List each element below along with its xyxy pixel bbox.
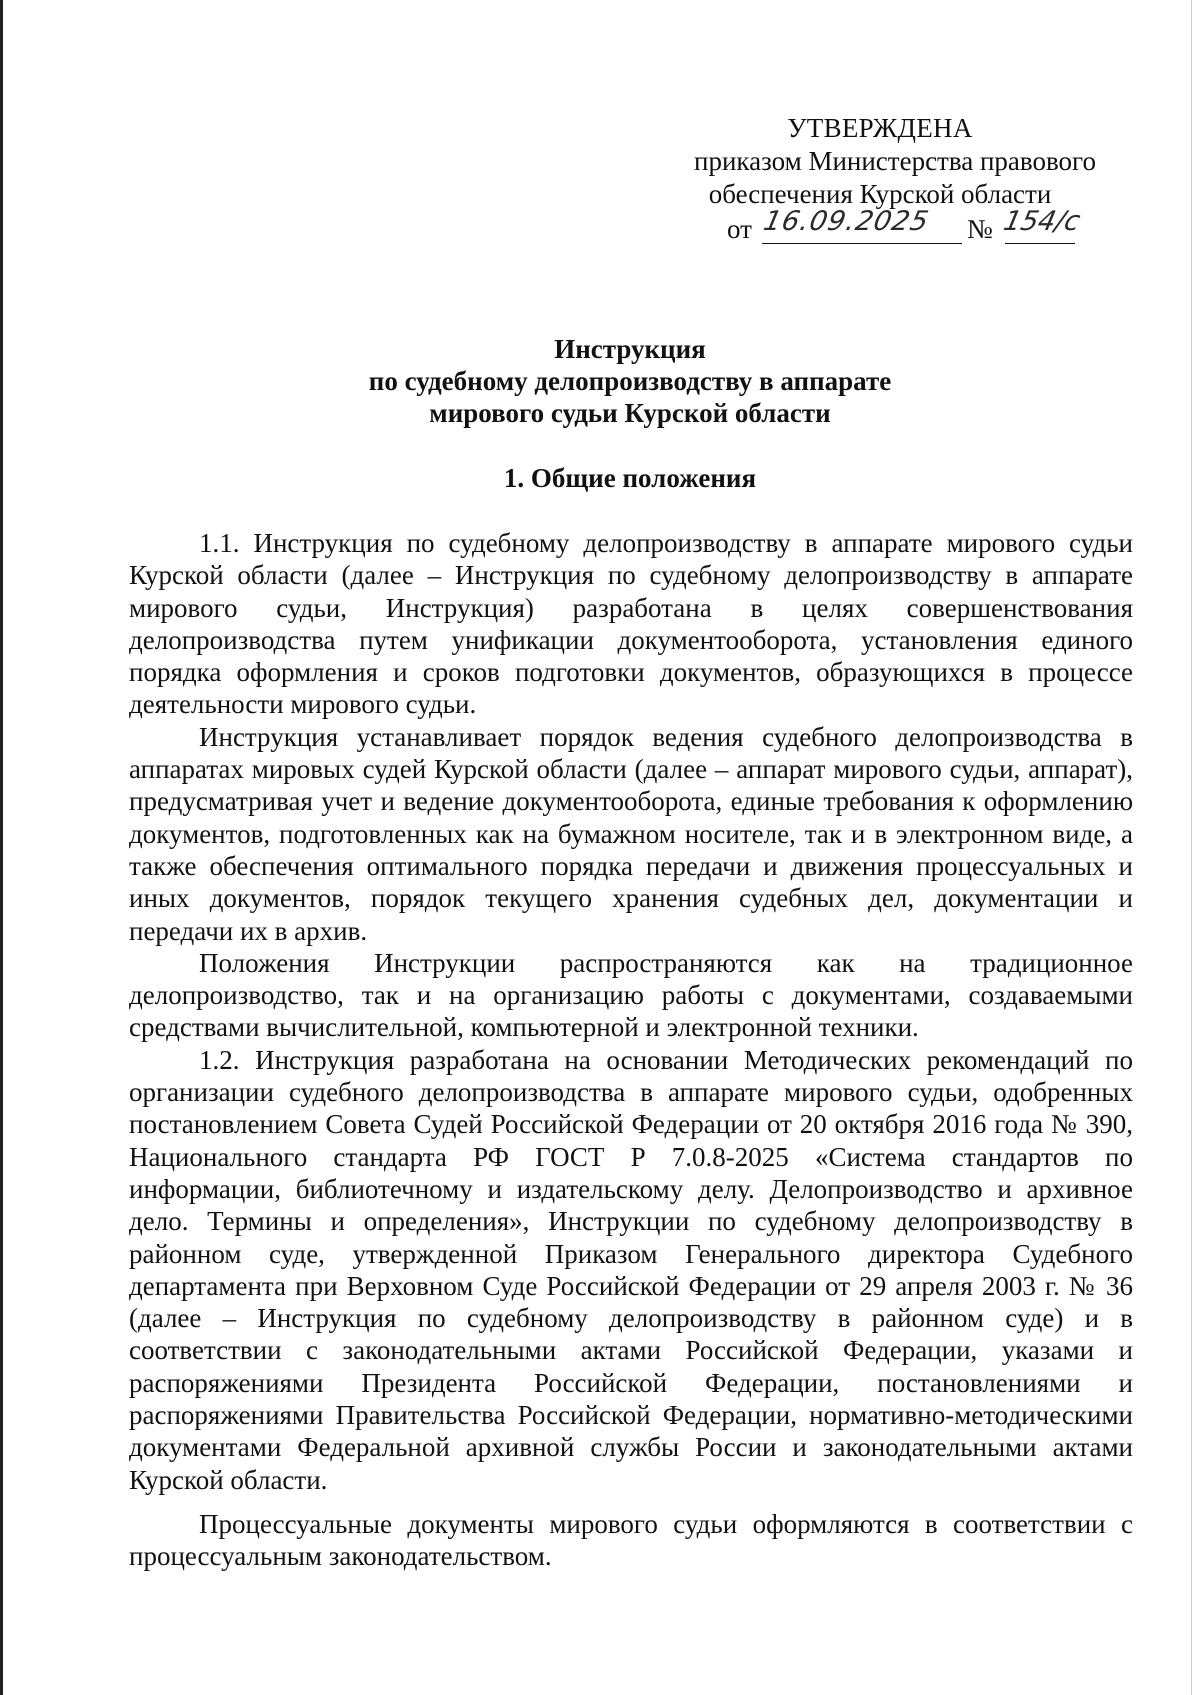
- handwritten-date: 16.09.2025: [760, 206, 932, 237]
- approval-line-1: приказом Министерства правового: [694, 146, 1096, 176]
- scan-edge-right: [1191, 0, 1192, 1695]
- paragraph-procedural-docs: Процессуальные документы мирового судьи оформляются в соответствии с процессуальным законодательством.: [129, 1508, 1133, 1572]
- document-title-line-2: по судебному делопроизводству в аппарате: [368, 366, 892, 396]
- document-title-line-3: мирового судьи Курской области: [429, 398, 831, 428]
- document-title-line-1: Инструкция: [554, 334, 706, 364]
- paragraph-provisions: Положения Инструкции распространяются как на традиционное делопроизводство, так и на организацию работы с документами, создаваемыми средствами вычислительной, компьютерной и электронной техники.: [129, 947, 1133, 1043]
- handwritten-number: 154/с: [1000, 206, 1083, 237]
- section-heading: 1. Общие положения: [503, 463, 757, 493]
- date-underline: [762, 243, 962, 244]
- number-underline: [1005, 243, 1075, 244]
- paragraph-instruction-scope: Инструкция устанавливает порядок ведения судебного делопроизводства в аппаратах мировых судей Курской области (далее – аппарат мирового судьи, аппарат), предусматривая учет и ведение документооборота, единые требования к оформлению документов, подготовленных как на бумажном носителе, так и в электронном виде, а также обеспечения оптимального порядка передачи и движения процессуальных и иных документов, порядок текущего хранения судебных дел, документации и передачи их в архив.: [129, 721, 1133, 946]
- approval-title: УТВЕРЖДЕНА: [787, 113, 973, 143]
- section-body: [129, 527, 1133, 1573]
- number-label: №: [967, 214, 993, 244]
- paragraph-1-1: 1.1. Инструкция по судебному делопроизводству в аппарате мирового судьи Курской области (далее – Инструкция по судебному делопроизводству в аппарате мирового судьи, Инструкция) разработана в целях совершенствования делопроизводства путем унификации документооборота, установления единого порядка оформления и сроков подготовки документов, образующихся в процессе деятельности мирового судьи.: [129, 528, 1133, 720]
- scan-edge-left: [0, 0, 3, 1695]
- approval-stamp-block: [660, 112, 1130, 251]
- approval-date-number-row: [660, 206, 1130, 251]
- paragraph-1-2: 1.2. Инструкция разработана на основании Методических рекомендаций по организации судебного делопроизводства в аппарате мирового судьи, одобренных постановлением Совета Судей Российской Федерации от 20 октября 2016 года № 390, Национального стандарта РФ ГОСТ Р 7.0.8-2025 «Система стандартов по информации, библиотечному и издательскому делу. Делопроизводство и архивное дело. Термины и определения», Инструкции по судебному делопроизводству в районном суде, утвержденной Приказом Генерального директора Судебного департамента при Верховном Суде Российской Федерации от 29 апреля 2003 г. № 36 (далее – Инструкция по судебному делопроизводству в районном суде) и в соответствии с законодательными актами Российской Федерации, указами и распоряжениями Президента Российской Федерации, постановлениями и распоряжениями Правительства Российской Федерации, нормативно-методическими документами Федеральной архивной службы России и законодательными актами Курской области.: [129, 1044, 1133, 1495]
- approval-line-2: обеспечения Курской области: [708, 179, 1052, 209]
- document-title: [120, 333, 1140, 429]
- from-label: от: [727, 214, 752, 244]
